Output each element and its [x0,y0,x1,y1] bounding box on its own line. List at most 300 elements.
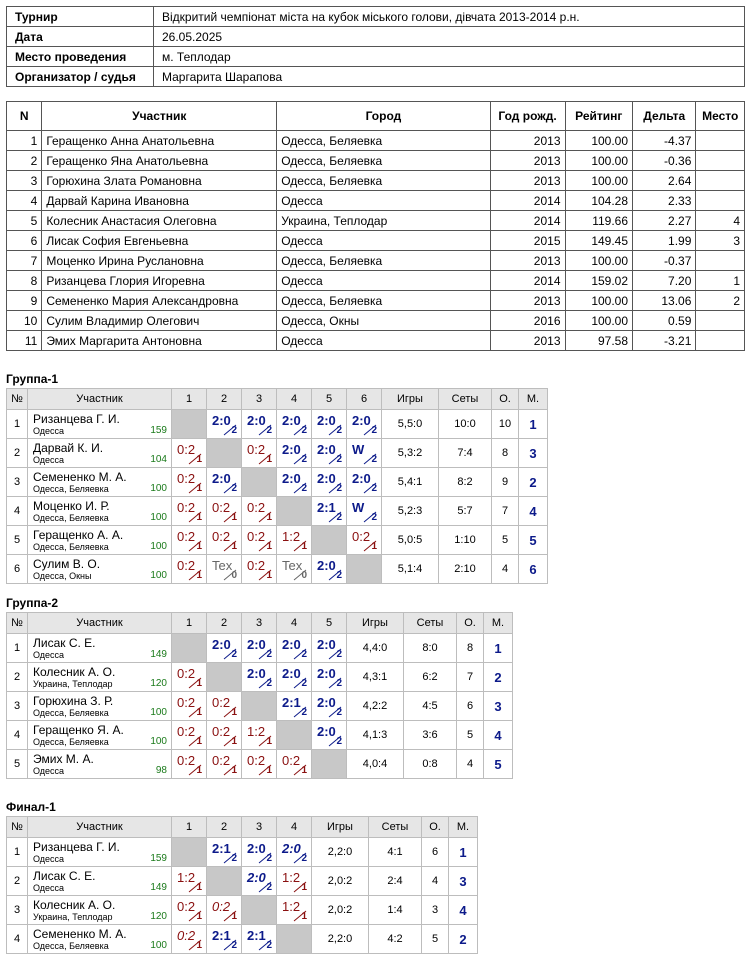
column-header: 3 [242,613,277,634]
match-score: 2:0 [352,413,371,428]
match-points: 2 [336,570,342,581]
group-row [7,497,548,526]
match-cell [172,468,207,497]
match-score: 0:2 [177,558,196,573]
match-cell [277,750,312,779]
birth-year: 2013 [490,251,565,271]
match-cell [277,410,312,439]
player-cell [28,497,172,526]
match-points: 2 [301,678,307,689]
points: 6 [457,692,484,721]
match-points: 0 [231,570,237,581]
match-score: 1:2 [282,529,301,544]
match-points: 2 [301,454,307,465]
match-points: 2 [336,512,342,523]
participant-number: 8 [7,271,42,291]
column-header: 4 [277,613,312,634]
match-points: 1 [196,911,202,922]
player-city: Одесса [33,426,65,436]
participant-city: Одесса [277,191,490,211]
info-row [7,27,745,47]
column-header: 1 [172,389,207,410]
match-points: 1 [196,736,202,747]
participant-city: Одесса [277,271,490,291]
games: 5,0:5 [382,526,439,555]
player-name: Лисак С. Е. [33,869,96,883]
sets: 10:0 [439,410,492,439]
match-cell [277,555,312,584]
match-points: 2 [336,483,342,494]
sets: 3:6 [404,721,457,750]
place [696,251,745,271]
participant-row [7,331,745,351]
group-header-row [7,817,478,838]
participant-name: Горюхина Злата Романовна [42,171,277,191]
match-points: 2 [371,454,377,465]
match-cell [312,439,347,468]
player-rating: 100 [150,707,167,718]
match-points: 2 [301,425,307,436]
participant-row [7,171,745,191]
points: 10 [492,410,519,439]
delta: 7.20 [633,271,696,291]
match-points: 1 [196,541,202,552]
participant-city: Одесса, Беляевка [277,131,490,151]
player-cell [28,750,172,779]
delta: 13.06 [633,291,696,311]
match-score: 0:2 [177,529,196,544]
birth-year: 2013 [490,131,565,151]
participant-number: 5 [7,211,42,231]
place: 5 [484,750,513,779]
seed-number: 1 [7,410,28,439]
sets: 4:1 [369,838,422,867]
match-cell [242,925,277,954]
match-score: 0:2 [177,899,196,914]
games: 2,0:2 [312,867,369,896]
match-cell [277,634,312,663]
match-score: 0:2 [177,666,196,681]
match-points: 2 [231,483,237,494]
participant-number: 9 [7,291,42,311]
player-cell [28,692,172,721]
group-title: Финал-1 [6,800,56,814]
column-header: Игры [382,389,439,410]
match-score: 2:0 [282,442,301,457]
player-rating: 100 [150,483,167,494]
match-cell [172,526,207,555]
column-header: Сеты [439,389,492,410]
place: 6 [519,555,548,584]
player-city: Одесса [33,455,65,465]
diagonal-cell [172,634,207,663]
player-rating: 149 [150,649,167,660]
match-points: 2 [266,649,272,660]
match-cell [172,750,207,779]
place: 2 [484,663,513,692]
games: 2,2:0 [312,925,369,954]
match-score: 2:0 [212,413,231,428]
player-rating: 159 [150,425,167,436]
info-value: Відкритий чемпіонат міста на кубок міського голови, дівчата 2013-2014 р.н. [154,7,745,27]
match-points: 2 [301,483,307,494]
diagonal-cell [277,497,312,526]
birth-year: 2013 [490,331,565,351]
column-header: 1 [172,613,207,634]
participant-row [7,271,745,291]
group-row [7,692,513,721]
match-points: 1 [266,736,272,747]
player-cell [28,468,172,497]
match-points: 1 [196,765,202,776]
match-points: 1 [196,512,202,523]
match-points: 2 [371,483,377,494]
match-score: 0:2 [177,500,196,515]
diagonal-cell [207,867,242,896]
rating: 119.66 [565,211,633,231]
seed-number: 4 [7,925,28,954]
match-points: 1 [266,512,272,523]
participant-number: 3 [7,171,42,191]
match-score: W [352,500,365,515]
match-points: 1 [266,765,272,776]
player-cell [28,896,172,925]
group-row [7,468,548,497]
diagonal-cell [207,663,242,692]
column-header: 4 [277,389,312,410]
sets: 2:10 [439,555,492,584]
rating: 100.00 [565,171,633,191]
place: 5 [519,526,548,555]
match-score: 2:0 [282,841,301,856]
match-score: 2:0 [247,870,266,885]
column-header: Игры [312,817,369,838]
place: 4 [696,211,745,231]
games: 4,0:4 [347,750,404,779]
group-header-row [7,389,548,410]
sets: 1:10 [439,526,492,555]
column-header: 3 [242,389,277,410]
match-cell [242,497,277,526]
participant-name: Семененко Мария Александровна [42,291,277,311]
match-points: 2 [231,853,237,864]
games: 5,5:0 [382,410,439,439]
participant-city: Украина, Теплодар [277,211,490,231]
info-row [7,47,745,67]
participant-number: 11 [7,331,42,351]
match-score: 0:2 [177,724,196,739]
match-cell [242,750,277,779]
column-header: Участник [42,102,277,131]
games: 4,2:2 [347,692,404,721]
match-points: 1 [196,678,202,689]
match-points: 0 [301,570,307,581]
match-score: 0:2 [212,899,231,914]
player-rating: 149 [150,882,167,893]
delta: -0.37 [633,251,696,271]
points: 6 [422,838,449,867]
player-city: Одесса, Окны [33,571,92,581]
match-score: 2:1 [212,841,231,856]
points: 9 [492,468,519,497]
sets: 4:5 [404,692,457,721]
sets: 1:4 [369,896,422,925]
rating: 100.00 [565,151,633,171]
group-table [6,388,548,584]
column-header: М. [449,817,478,838]
diagonal-cell [277,721,312,750]
match-score: 0:2 [352,529,371,544]
info-label: Место проведения [7,47,154,67]
participant-name: Дарвай Карина Ивановна [42,191,277,211]
participant-row [7,311,745,331]
match-points: 2 [231,649,237,660]
place: 2 [696,291,745,311]
seed-number: 4 [7,497,28,526]
match-points: 2 [371,512,377,523]
group-header-row [7,613,513,634]
group-row [7,721,513,750]
info-row [7,67,745,87]
match-points: 1 [266,541,272,552]
column-header: О. [457,613,484,634]
games: 5,3:2 [382,439,439,468]
match-score: 0:2 [247,558,266,573]
match-score: 2:0 [317,666,336,681]
player-name: Семененко М. А. [33,927,127,941]
match-score: 2:0 [317,637,336,652]
group-row [7,925,478,954]
tournament-info-table [6,6,745,87]
match-score: Tex [212,558,233,573]
match-score: 0:2 [212,500,231,515]
diagonal-cell [207,439,242,468]
player-name: Колесник А. О. [33,665,116,679]
player-cell [28,526,172,555]
column-header: 4 [277,817,312,838]
match-cell [207,634,242,663]
column-header: 2 [207,817,242,838]
player-rating: 100 [150,541,167,552]
diagonal-cell [347,555,382,584]
participant-city: Одесса, Беляевка [277,171,490,191]
column-header: 2 [207,389,242,410]
match-score: 0:2 [212,724,231,739]
match-score: 2:0 [247,841,266,856]
player-cell [28,838,172,867]
match-cell [172,663,207,692]
info-label: Организатор / судья [7,67,154,87]
match-points: 2 [266,940,272,951]
match-score: 2:0 [282,637,301,652]
column-header: М. [484,613,513,634]
match-score: 2:0 [212,637,231,652]
match-score: 2:0 [282,471,301,486]
games: 2,2:0 [312,838,369,867]
player-rating: 100 [150,570,167,581]
match-points: 1 [301,911,307,922]
match-score: 0:2 [177,928,196,943]
match-points: 1 [231,512,237,523]
participants-table [6,101,745,351]
points: 5 [492,526,519,555]
participant-number: 1 [7,131,42,151]
participant-row [7,291,745,311]
match-points: 2 [266,853,272,864]
column-header: 6 [347,389,382,410]
player-city: Одесса, Беляевка [33,737,109,747]
match-points: 2 [266,425,272,436]
match-cell [172,555,207,584]
participant-name: Лисак София Евгеньевна [42,231,277,251]
rating: 100.00 [565,131,633,151]
diagonal-cell [312,750,347,779]
column-header: Участник [28,817,172,838]
match-cell [207,692,242,721]
match-points: 2 [231,940,237,951]
match-cell [347,526,382,555]
player-city: Одесса [33,854,65,864]
participant-row [7,211,745,231]
match-score: 2:0 [247,637,266,652]
delta: 1.99 [633,231,696,251]
info-row [7,7,745,27]
match-points: 2 [301,649,307,660]
match-cell [172,721,207,750]
match-cell [242,526,277,555]
match-score: 2:0 [317,695,336,710]
diagonal-cell [242,896,277,925]
match-points: 2 [336,707,342,718]
match-cell [207,497,242,526]
match-cell [277,526,312,555]
points: 5 [457,721,484,750]
match-cell [207,555,242,584]
place [696,191,745,211]
match-cell [242,410,277,439]
match-cell [242,838,277,867]
match-points: 1 [371,541,377,552]
match-points: 2 [336,678,342,689]
match-points: 1 [196,940,202,951]
match-cell [312,721,347,750]
player-cell [28,867,172,896]
match-points: 2 [336,454,342,465]
player-name: Эмих М. А. [33,752,94,766]
place: 4 [449,896,478,925]
match-score: 1:2 [247,724,266,739]
group-row [7,867,478,896]
seed-number: 3 [7,692,28,721]
player-city: Одесса, Беляевка [33,542,109,552]
place: 2 [519,468,548,497]
match-cell [312,497,347,526]
match-cell [312,410,347,439]
match-cell [277,663,312,692]
match-points: 2 [301,853,307,864]
match-score: 2:0 [352,471,371,486]
column-header: 5 [312,389,347,410]
player-city: Украина, Теплодар [33,912,113,922]
delta: 0.59 [633,311,696,331]
match-cell [172,925,207,954]
player-city: Одесса [33,766,65,776]
player-name: Семененко М. А. [33,470,127,484]
points: 5 [422,925,449,954]
match-cell [347,410,382,439]
match-score: 1:2 [282,870,301,885]
match-score: Tex [282,558,303,573]
player-cell [28,925,172,954]
match-points: 1 [301,765,307,776]
birth-year: 2016 [490,311,565,331]
group-row [7,410,548,439]
match-points: 1 [231,541,237,552]
delta: -4.37 [633,131,696,151]
match-points: 1 [196,454,202,465]
delta: 2.33 [633,191,696,211]
match-cell [312,468,347,497]
group-row [7,663,513,692]
match-cell [207,721,242,750]
birth-year: 2013 [490,171,565,191]
delta: 2.27 [633,211,696,231]
sets: 8:0 [404,634,457,663]
match-score: 2:1 [212,928,231,943]
match-cell [207,925,242,954]
participant-city: Одесса, Беляевка [277,291,490,311]
participant-name: Сулим Владимир Олегович [42,311,277,331]
place: 4 [519,497,548,526]
group-row [7,526,548,555]
match-points: 2 [301,707,307,718]
match-cell [207,838,242,867]
player-name: Колесник А. О. [33,898,116,912]
group-row [7,439,548,468]
column-header: Участник [28,389,172,410]
info-value: 26.05.2025 [154,27,745,47]
player-name: Ризанцева Г. И. [33,840,120,854]
birth-year: 2014 [490,191,565,211]
group-row [7,634,513,663]
match-score: 0:2 [282,753,301,768]
rating: 97.58 [565,331,633,351]
place: 2 [449,925,478,954]
match-score: 0:2 [212,695,231,710]
column-header: О. [492,389,519,410]
player-rating: 120 [150,678,167,689]
participant-row [7,191,745,211]
seed-number: 2 [7,439,28,468]
match-cell [172,692,207,721]
place: 1 [696,271,745,291]
player-rating: 120 [150,911,167,922]
info-value: м. Теплодар [154,47,745,67]
match-score: 2:0 [317,442,336,457]
player-city: Одесса, Беляевка [33,708,109,718]
place: 1 [484,634,513,663]
birth-year: 2013 [490,291,565,311]
participant-name: Эмих Маргарита Антоновна [42,331,277,351]
games: 5,4:1 [382,468,439,497]
games: 4,1:3 [347,721,404,750]
match-score: 0:2 [177,695,196,710]
match-cell [277,468,312,497]
match-cell [347,497,382,526]
column-header: № [7,613,28,634]
match-points: 2 [231,425,237,436]
match-points: 1 [231,911,237,922]
